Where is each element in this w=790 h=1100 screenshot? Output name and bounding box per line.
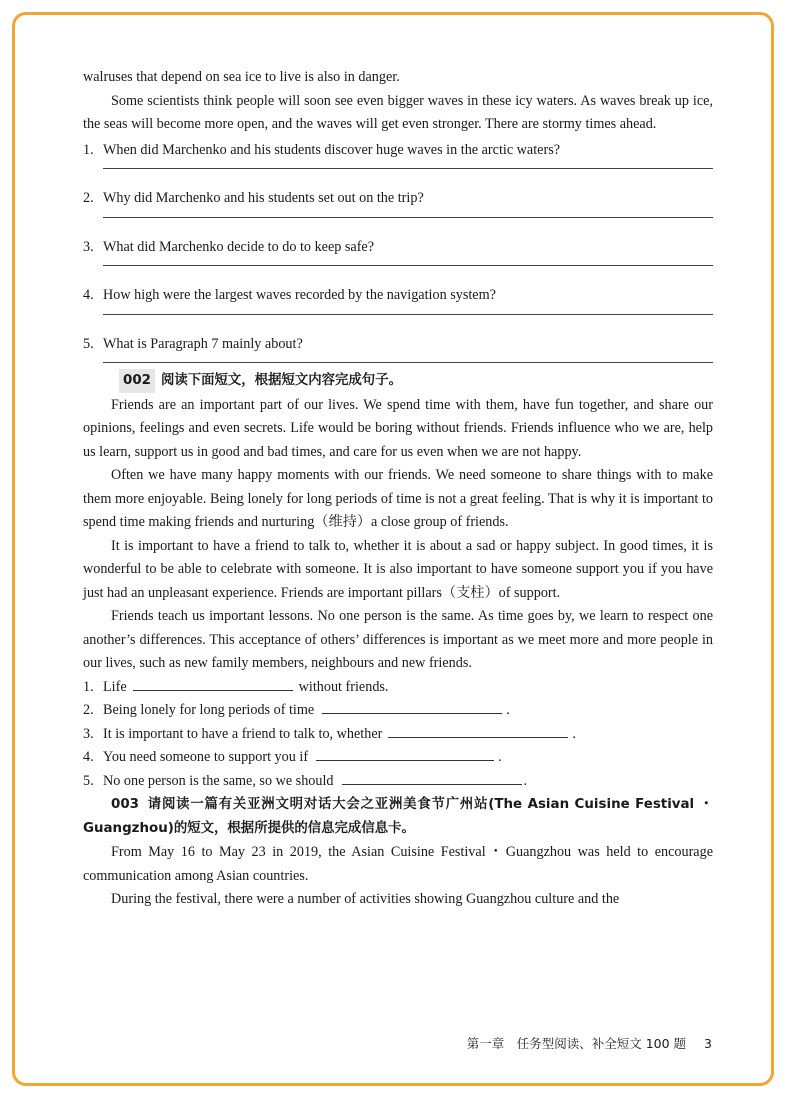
answer-line[interactable]: [103, 167, 713, 169]
passage-paragraph: It is important to have a friend to talk to, whether it is about a sad or happy subject. In good times, it is wonderful to be able to celebrate with someone. It is also important to have someone support you if you have just had an unpleasant experience. Friends are important pillars（支柱）of support.: [83, 537, 713, 601]
question-number: 2.: [83, 190, 94, 206]
question-text: When did Marchenko and his students discover huge waves in the arctic waters?: [103, 141, 561, 158]
sentence-start: It is important to have a friend to talk to, whether: [103, 725, 383, 742]
passage-paragraph: Some scientists think people will soon see even bigger waves in these icy waters. As waves break up ice, the seas will become more open, and the waves will get even stronger. There are stormy times ahead.: [83, 92, 713, 132]
section-number: 002: [119, 369, 155, 393]
fill-item: [83, 770, 713, 794]
passage-paragraph: Friends are an important part of our lives. We spend time with them, have fun together, and share our opinions, feelings and even secrets. Life would be boring without friends. Friends influence who we are, help us learn, support us in good and bad times, and care for us even when we are not happy.: [83, 396, 713, 460]
question-item: [83, 236, 713, 260]
question-item: [83, 333, 713, 357]
section-instruction: 阅读下面短文，根据短文内容完成句子。: [160, 373, 402, 388]
question-list: [83, 139, 713, 364]
answer-line[interactable]: [103, 264, 713, 266]
answer-line[interactable]: [103, 313, 713, 315]
question-number: 5.: [83, 335, 94, 352]
question-number: 4.: [83, 287, 94, 303]
sentence-start: You need someone to support you if: [103, 749, 309, 765]
section-header: [83, 793, 713, 841]
sentence-end: without friends.: [298, 678, 389, 695]
page-content: [83, 66, 713, 912]
question-number: 3.: [83, 238, 94, 255]
chapter-title: 第一章 任务型阅读、补全短文 100 题: [466, 1036, 687, 1051]
fill-item: [83, 746, 713, 770]
blank-field[interactable]: [322, 699, 502, 714]
sentence-start: No one person is the same, so we should: [103, 772, 334, 789]
passage-text: walruses that depend on sea ice to live is also in danger.: [83, 69, 400, 85]
section-number: 003: [111, 797, 139, 812]
question-text: Why did Marchenko and his students set out on the trip?: [103, 190, 424, 206]
question-text: What is Paragraph 7 mainly about?: [103, 335, 303, 352]
blank-field[interactable]: [133, 676, 293, 691]
question-text: What did Marchenko decide to do to keep safe?: [103, 238, 375, 255]
page-number: 3: [704, 1036, 712, 1051]
passage-paragraph: Friends teach us important lessons. No one person is the same. As time goes by, we learn to respect one another’s differences. This acceptance of others’ differences is important as we meet more and more people in our lives, such as new family members, neighbours and new friends.: [83, 608, 713, 671]
sentence-end: .: [572, 725, 576, 742]
sentence-end: .: [506, 702, 510, 718]
question-item: [83, 187, 713, 211]
fill-item: [83, 699, 713, 723]
fill-in-list: [83, 676, 713, 794]
question-number: 4.: [83, 749, 94, 765]
sentence-start: Life: [103, 678, 127, 695]
question-text: How high were the largest waves recorded by the navigation system?: [103, 287, 496, 303]
question-number: 2.: [83, 702, 94, 718]
page-footer: [467, 1034, 712, 1052]
passage-paragraph: During the festival, there were a number of activities showing Guangzhou culture and the: [111, 891, 620, 907]
passage-paragraph: From May 16 to May 23 in 2019, the Asian Cuisine Festival・Guangzhou was held to encourage communication among Asian countries.: [83, 844, 713, 884]
sentence-end: .: [523, 772, 528, 789]
blank-field[interactable]: [388, 723, 568, 738]
sentence-start: Being lonely for long periods of time: [103, 702, 315, 718]
sentence-end: .: [498, 749, 502, 765]
question-item: [83, 139, 713, 163]
blank-field[interactable]: [316, 746, 494, 761]
section-instruction: 请阅读一篇有关亚洲文明对话大会之亚洲美食节广州站(The Asian Cuisine Festival ・Guangzhou)的短文，根据所提供的信息完成信息卡。: [83, 797, 713, 836]
passage-paragraph: Often we have many happy moments with our friends. We need someone to share things with to make them more enjoyable. Being lonely for long periods of time is not a great feeling. That is why it is important to spend time making friends and nurturing（维持）a close group of friends.: [83, 467, 713, 530]
question-number: 5.: [83, 772, 94, 789]
fill-item: [83, 723, 713, 747]
fill-item: [83, 676, 713, 700]
question-number: 1.: [83, 141, 94, 158]
section-header: [119, 369, 713, 393]
question-item: [83, 284, 713, 308]
answer-line[interactable]: [103, 361, 713, 363]
question-number: 1.: [83, 678, 94, 695]
question-number: 3.: [83, 725, 94, 742]
answer-line[interactable]: [103, 216, 713, 218]
blank-field[interactable]: [342, 770, 522, 785]
